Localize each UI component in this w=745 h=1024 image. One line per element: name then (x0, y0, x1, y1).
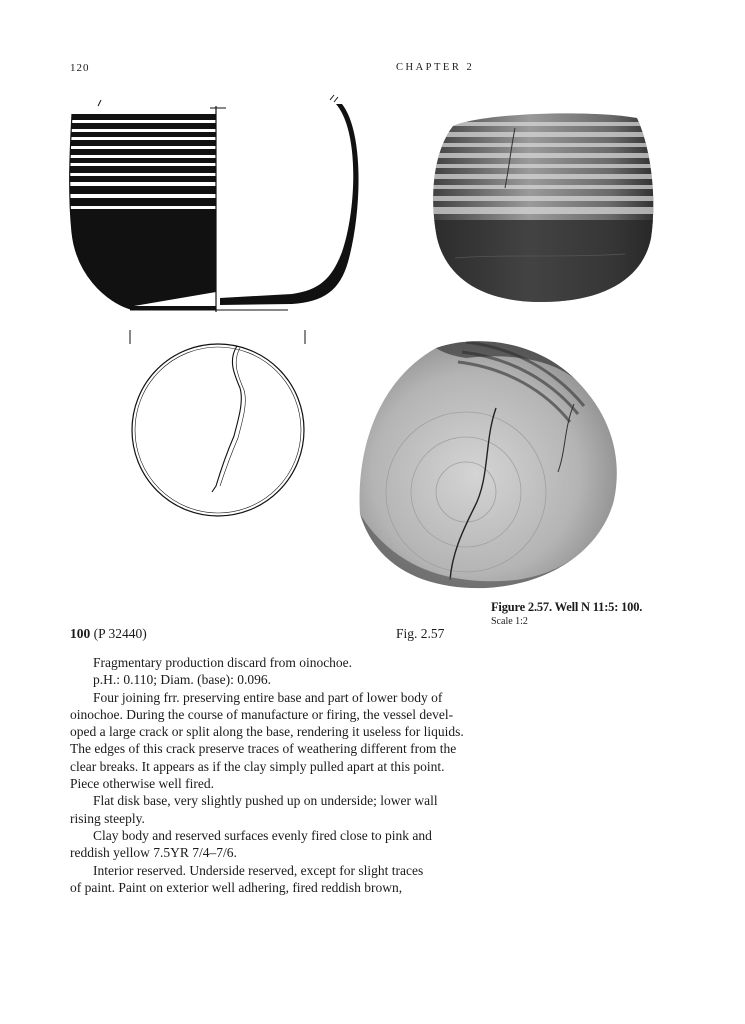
profile-drawing (64, 92, 364, 324)
catalogue-heading (70, 626, 445, 642)
figure-reference: Fig. 2.57 (396, 626, 445, 641)
figure-caption (491, 600, 691, 627)
base-plan-drawing (124, 326, 314, 521)
text-line: rising steeply. (70, 810, 145, 826)
text-line: Interior reserved. Underside reserved, except for slight traces (93, 862, 424, 878)
text-line: clear breaks. It appears as if the clay simply pulled apart at this point. (70, 758, 445, 774)
inventory-number: (P 32440) (90, 626, 147, 641)
text-line: oinochoe. During the course of manufacture or firing, the vessel devel- (70, 706, 454, 722)
text-line: Piece otherwise well fired. (70, 776, 214, 792)
entry-number: 100 (70, 626, 91, 641)
text-line: of paint. Paint on exterior well adhering, fired reddish brown, (70, 879, 403, 895)
exterior-photograph (425, 108, 657, 304)
running-head: CHAPTER 2 (396, 62, 475, 73)
painted-bands (64, 92, 224, 324)
text-line: reddish yellow 7.5YR 7/4–7/6. (70, 845, 237, 861)
interior-photograph (356, 332, 622, 590)
text-line: oped a large crack or split along the base, rendering it useless for liquids. (70, 724, 464, 740)
caption-scale: Scale 1:2 (491, 616, 528, 627)
text-line: Clay body and reserved surfaces evenly fired close to pink and (93, 827, 432, 843)
text-line: Fragmentary production discard from oinochoe. (93, 655, 353, 670)
catalogue-entry-body (70, 654, 462, 896)
text-line: Four joining frr. preserving entire base and part of lower body of (93, 689, 443, 705)
page-number: 120 (70, 62, 90, 74)
text-line: p.H.: 0.110; Diam. (base): 0.096. (93, 672, 271, 688)
text-line: The edges of this crack preserve traces of weathering different from the (70, 741, 457, 757)
caption-title: Figure 2.57. Well N 11:5: 100. (491, 600, 643, 614)
text-line: Flat disk base, very slightly pushed up on underside; lower wall (93, 793, 438, 809)
